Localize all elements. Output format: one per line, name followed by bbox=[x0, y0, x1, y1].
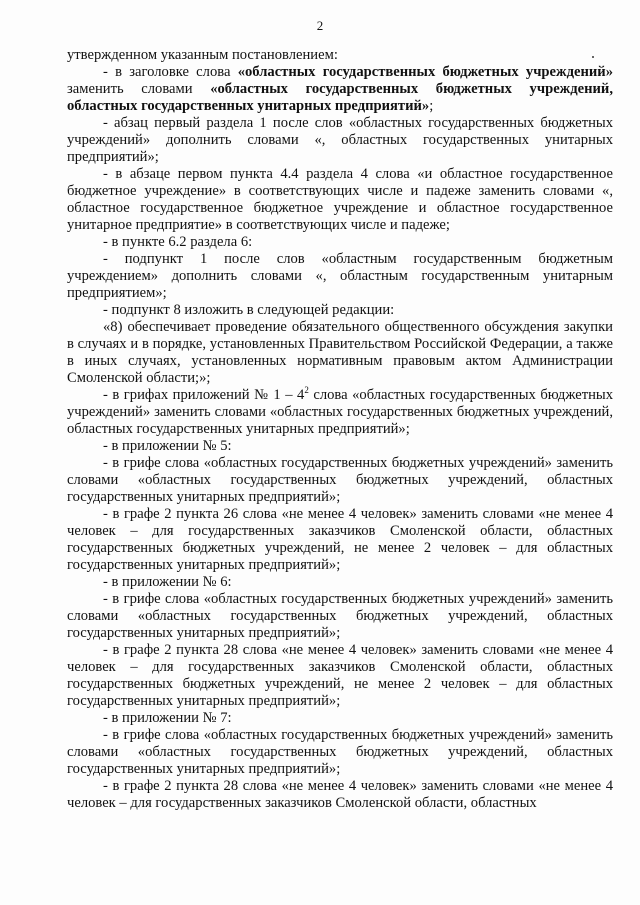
paragraph-appendix-5: - в приложении № 5: bbox=[103, 438, 232, 454]
paragraph-intro: утвержденном указанным постановлением: bbox=[67, 47, 338, 63]
page-number: 2 bbox=[316, 18, 324, 33]
paragraph-section-1: - абзац первый раздела 1 после слов «областных государственных бюджетных учреждений» дополнить словами «, областных государственных унитарных предприятий»; bbox=[67, 115, 613, 165]
document-body bbox=[67, 47, 613, 812]
paragraph-section-6: - в пункте 6.2 раздела 6: bbox=[103, 234, 253, 250]
paragraph-appendix-6-column: - в графе 2 пункта 28 слова «не менее 4 человек» заменить словами «не менее 4 человек – для государственных заказчиков Смоленской области, областных государственных бюджетных учреждений, не менее 2 человек – для областных государственных унитарных предприятий»; bbox=[67, 642, 613, 709]
paragraph-appendix-7-stamp: - в грифе слова «областных государственных бюджетных учреждений» заменить словами «областных государственных бюджетных учреждений, областных государственных унитарных предприятий»; bbox=[67, 727, 613, 777]
paragraph-appendix-5-column: - в графе 2 пункта 26 слова «не менее 4 человек» заменить словами «не менее 4 человек – для государственных заказчиков Смоленской области, областных государственных бюджетных учреждений, не менее 2 человек – для областных государственных унитарных предприятий»; bbox=[67, 506, 613, 573]
bold-phrase-old: «областных государственных бюджетных учреждений» bbox=[237, 64, 613, 80]
paragraph-subitem-8: - подпункт 8 изложить в следующей редакции: bbox=[103, 302, 395, 318]
paragraph-subitem-8-text: «8) обеспечивает проведение обязательного общественного обсуждения закупки в случаях и в порядке, установленных Правительством Российской Федерации, а также в иных случаях, установленных нормативным правовым актом Администрации Смоленской области;»; bbox=[67, 319, 613, 386]
paragraph-appendix-6-stamp: - в грифе слова «областных государственных бюджетных учреждений» заменить словами «областных государственных бюджетных учреждений, областных государственных унитарных предприятий»; bbox=[67, 591, 613, 641]
paragraph-appendix-7: - в приложении № 7: bbox=[103, 710, 232, 726]
superscript: 2 bbox=[304, 385, 309, 396]
paragraph-appendix-stamps: - в грифах приложений № $1 - 4^2$ слова «областных государственных бюджетных учреждений» заменить словами «областных государственных бюджетных учреждений, областных государственных унитарных предприятий»; bbox=[67, 385, 613, 437]
paragraph-appendix-6: - в приложении № 6: bbox=[103, 574, 232, 590]
paragraph-title-change: - в заголовке слова «областных государственных бюджетных учреждений» заменить словами «областных государственных бюджетных учреждений, областных государственных унитарных предприятий»; bbox=[67, 64, 613, 114]
paragraph-subitem-1: - подпункт 1 после слов «областным государственным бюджетным учреждением» дополнить словами «, областным государственным унитарным предприятием»; bbox=[67, 251, 613, 301]
paragraph-appendix-7-column: - в графе 2 пункта 28 слова «не менее 4 человек» заменить словами «не менее 4 человек – для государственных заказчиков Смоленской области, областных bbox=[67, 778, 613, 811]
paragraph-section-4: - в абзаце первом пункта 4.4 раздела 4 слова «и областное государственное бюджетное учреждение» в соответствующих числе и падеже заменить словами «, областное государственное бюджетное учреждение и областное государственное унитарное предприятие» в соответствующих числе и падеже; bbox=[67, 166, 613, 233]
paragraph-appendix-5-stamp: - в грифе слова «областных государственных бюджетных учреждений» заменить словами «областных государственных бюджетных учреждений, областных государственных унитарных предприятий»; bbox=[67, 455, 613, 505]
bold-phrase-new: «областных государственных бюджетных учреждений, областных государственных унитарных предприятий» bbox=[67, 81, 613, 114]
